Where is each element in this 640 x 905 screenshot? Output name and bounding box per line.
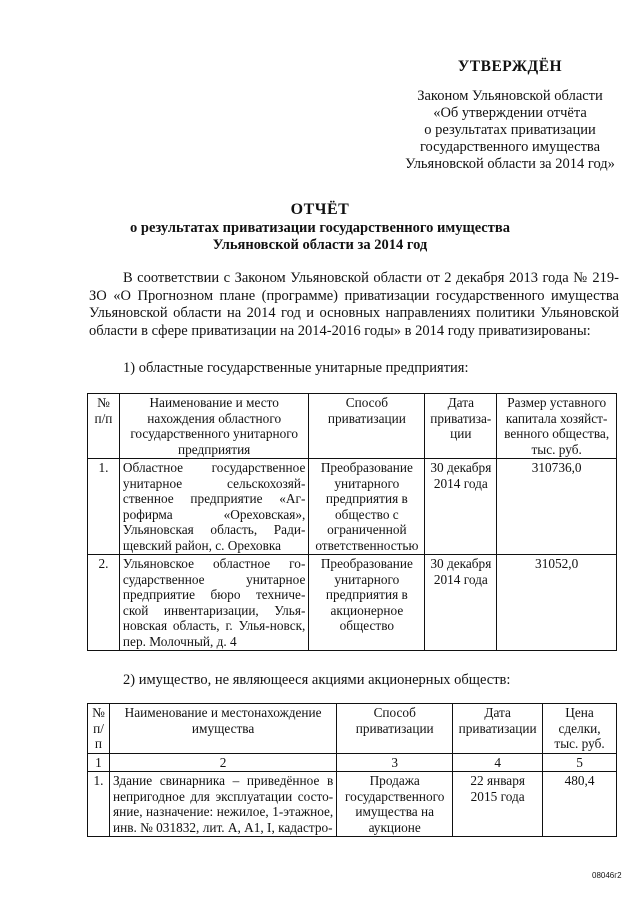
header-cell: Цена сделки, тыс. руб. [543, 704, 617, 754]
column-number: 1 [88, 753, 110, 772]
approval-block [400, 24, 620, 173]
document-code: 08046г2 [592, 871, 622, 880]
section-1-heading: 1) областные государственные унитарные предприятия: [123, 360, 469, 376]
table-header-row [88, 394, 617, 459]
approval-line: Законом Ульяновской области [417, 88, 603, 104]
row-number: 1. [88, 772, 110, 837]
intro-paragraph [89, 270, 619, 340]
column-number: 3 [337, 753, 453, 772]
column-number: 5 [543, 753, 617, 772]
approval-line: «Об утверждении отчёта [433, 105, 587, 121]
header-cell: Дата приватизации [453, 704, 543, 754]
column-number: 2 [109, 753, 336, 772]
enterprises-table [87, 393, 617, 651]
header-cell: Способ приватизации [309, 394, 425, 459]
capital-value: 310736,0 [497, 459, 617, 555]
section-2-heading: 2) имущество, не являющееся акциями акционерных обществ: [123, 672, 511, 688]
approval-line: Ульяновской области за 2014 год» [405, 156, 615, 172]
row-number: 2. [88, 555, 120, 651]
table-row [88, 555, 617, 651]
enterprise-name: Ульяновское областное го-сударственное унитарное предприятие бюро техниче-ской инвентаризации, Улья-новская область, г. Улья-новск, пер. Молочный, д. 4 [119, 555, 308, 651]
header-cell: Размер уставного капитала хозяйст-венного общества, тыс. руб. [497, 394, 617, 459]
deal-price: 480,4 [543, 772, 617, 837]
property-table [87, 703, 617, 837]
privatization-date: 22 января 2015 года [453, 772, 543, 837]
column-number-row [88, 753, 617, 772]
report-title-main: ОТЧЁТ [290, 201, 350, 218]
row-number: 1. [88, 459, 120, 555]
header-cell: Дата приватиза-ции [425, 394, 497, 459]
header-cell: № п/п [88, 704, 110, 754]
header-cell: Наименование и место нахождения областного государственного унитарного предприятия [119, 394, 308, 459]
approval-line: о результатах приватизации [424, 122, 596, 138]
report-title-sub1: о результатах приватизации государственного имущества [130, 220, 510, 236]
enterprise-name: Областное государственное унитарное сельскохозяй-ственное предприятие «Аг-рофирма «Ореховская», Ульяновская область, Ради-щевский район, с. Ореховка [119, 459, 308, 555]
header-cell: № п/п [88, 394, 120, 459]
privatization-method: Преобразование унитарного предприятия в акционерное общество [309, 555, 425, 651]
privatization-date: 30 декабря 2014 года [425, 459, 497, 555]
table-row [88, 772, 617, 837]
table-row [88, 459, 617, 555]
report-title-sub2: Ульяновской области за 2014 год [212, 237, 428, 253]
approved-heading: УТВЕРЖДЁН [457, 58, 563, 75]
privatization-method: Продажа государственного имущества на аукционе [337, 772, 453, 837]
property-name: Здание свинарника – приведённое в непригодное для эксплуатации состо-яние, назначение: нежилое, 1-этажное, инв. № 031832, лит. А, А1, I, кадастро- [109, 772, 336, 837]
table-header-row [88, 704, 617, 754]
capital-value: 31052,0 [497, 555, 617, 651]
header-cell: Способ приватизации [337, 704, 453, 754]
report-title [0, 200, 640, 254]
approval-line: государственного имущества [419, 139, 601, 155]
column-number: 4 [453, 753, 543, 772]
privatization-date: 30 декабря 2014 года [425, 555, 497, 651]
header-cell: Наименование и местонахождение имущества [109, 704, 336, 754]
privatization-method: Преобразование унитарного предприятия в общество с ограниченной ответственностью [309, 459, 425, 555]
intro-text: В соответствии с Законом Ульяновской области от 2 декабря 2013 года № 219-ЗО «О Прогнозном плане (программе) приватизации государственного имущества Ульяновской области на 2014 год и основных направлениях политики Ульяновской области в сфере приватизации на 2014-2016 годы» в 2014 году приватизированы: [89, 270, 619, 339]
